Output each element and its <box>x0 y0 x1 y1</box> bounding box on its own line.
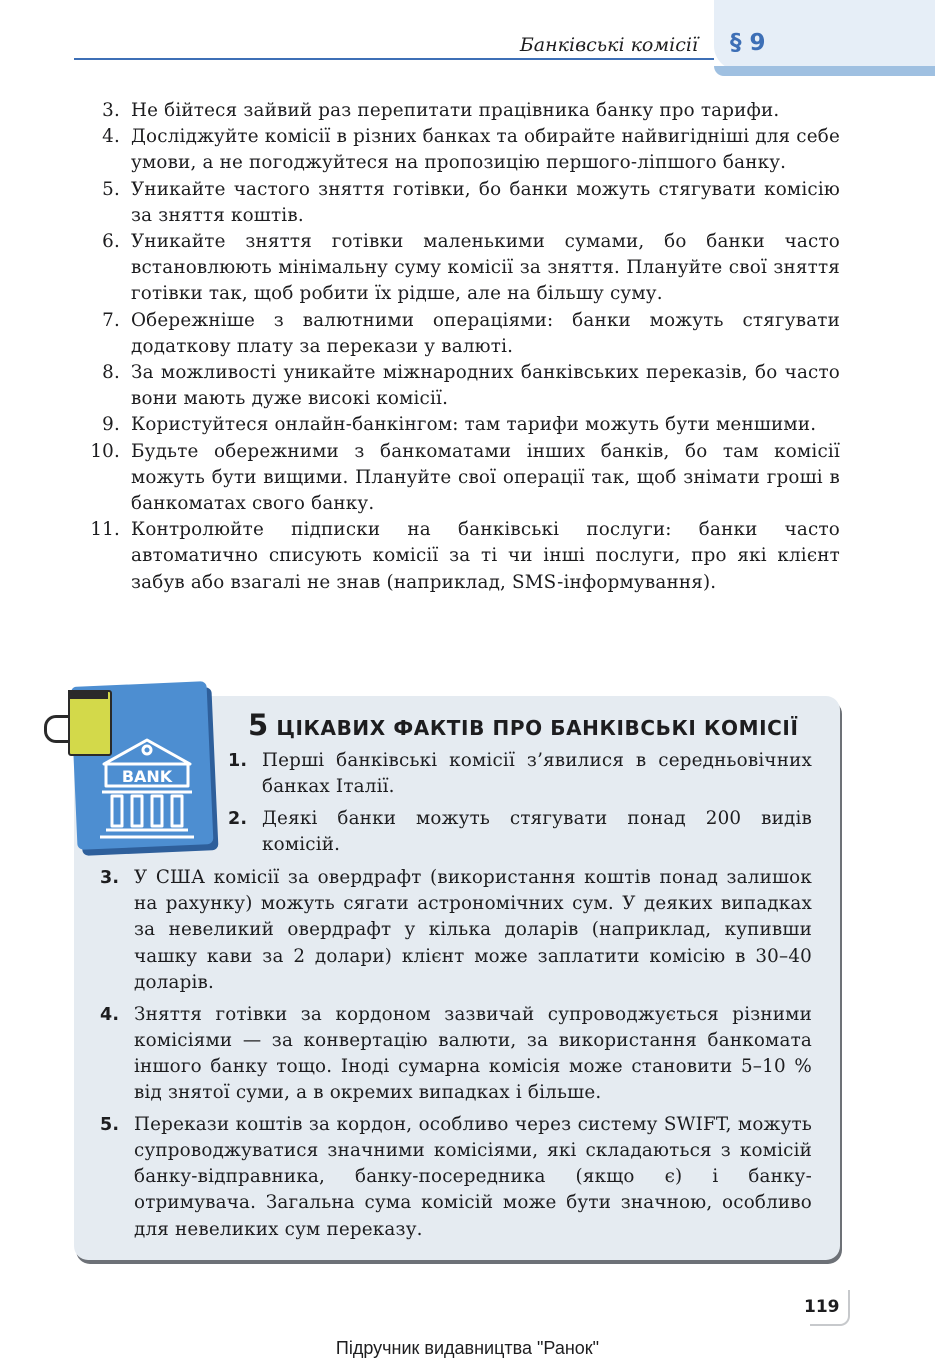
list-item-number: 11. <box>90 519 120 541</box>
fact-number: 4. <box>100 1004 120 1025</box>
fact-item <box>228 748 812 800</box>
fact-number: 5. <box>100 1114 120 1135</box>
list-item-number: 6. <box>102 231 120 253</box>
list-item <box>84 308 840 360</box>
publisher-line: Підручник видавництва "Ранок" <box>335 1338 600 1358</box>
list-item-text: Будьте обережними з банкоматами інших банків, бо там комісії можуть бути вищими. Плануйте свої операції так, щоб знімати гроші в банкоматах свого банку. <box>131 440 840 515</box>
header-rule <box>74 58 714 60</box>
page-number: 119 <box>804 1297 840 1317</box>
list-item-text: Уникайте частого зняття готівки, бо банки можуть стягувати комісію за зняття коштів. <box>131 178 840 226</box>
fact-number: 2. <box>228 808 248 829</box>
list-item-text: Досліджуйте комісії в різних банках та обирайте найвигідніші для себе умови, а не погоджуйтеся на пропозицію першого-ліпшого банку. <box>131 126 840 174</box>
fact-text: Перші банківські комісії з’явилися в середньовічних банках Італії. <box>262 750 812 798</box>
fact-item <box>228 806 812 858</box>
facts-title-text: ЦІКАВИХ ФАКТІВ ПРО БАНКІВСЬКІ КОМІСІЇ <box>276 716 799 740</box>
fact-text: Деякі банки можуть стягувати понад 200 видів комісій. <box>262 807 812 856</box>
fact-item <box>100 865 812 996</box>
list-item <box>84 439 840 518</box>
list-item-number: 4. <box>102 126 120 148</box>
section-tab-stripe <box>714 66 935 76</box>
facts-title <box>248 708 798 742</box>
running-title: Банківські комісії <box>519 34 698 56</box>
bank-icon-label: BANK <box>121 767 173 786</box>
fact-item <box>100 1002 812 1107</box>
fact-text: Зняття готівки за кордоном зазвичай супроводжується різними комісіями — за конвертацію валюти, за використання банкомата іншого банку тощо. Іноді сумарна комісія може становити 5–10 % від знятої суми, а в окремих випадках і більше. <box>134 1003 812 1104</box>
list-item <box>84 360 840 412</box>
fact-number: 3. <box>100 868 120 888</box>
list-item-number: 10. <box>90 440 120 462</box>
facts-list-top <box>228 748 812 864</box>
facts-list-bottom <box>100 865 812 1248</box>
list-item-number: 8. <box>102 362 120 384</box>
list-item-text: Контролюйте підписки на банківські послуги: банки часто автоматично списують комісії за ті чи інші послуги, про які клієнт забув або взагалі не знав (наприклад, SMS-інформування). <box>131 519 840 593</box>
list-item <box>84 412 840 438</box>
section-number: § 9 <box>730 30 766 56</box>
list-item-text: Обережніше з валютними операціями: банки можуть стягувати додаткову плату за перекази у валюті. <box>131 309 840 357</box>
fact-item <box>100 1112 812 1243</box>
list-item <box>84 229 840 308</box>
list-item <box>84 177 840 229</box>
list-item-text: Не бійтеся зайвий раз перепитати працівника банку про тарифи. <box>131 100 780 121</box>
fact-text: Перекази коштів за кордон, особливо через систему SWIFT, можуть супроводжуватися значними комісіями, які складаються з комісій банку-відправника, банку-посередника (якщо є) і банку-отримувача. Загальна сума комісій може бути значною, особливо для невеликих сум переказу. <box>134 1113 812 1240</box>
facts-title-number: 5 <box>248 708 269 742</box>
list-item-number: 9. <box>102 414 120 436</box>
tips-list <box>84 98 840 596</box>
list-item-text: Уникайте зняття готівки маленькими сумами, бо банки часто встановлюють мінімальну суму комісії за зняття. Плануйте свої зняття готівки так, щоб робити їх рідше, але на більшу суму. <box>131 231 840 305</box>
fact-number: 1. <box>228 751 248 771</box>
list-item-text: Користуйтеся онлайн-банкінгом: там тарифи можуть бути меншими. <box>131 414 817 436</box>
paper-clip-band <box>68 690 108 699</box>
list-item <box>84 124 840 176</box>
list-item <box>84 517 840 596</box>
list-item-number: 3. <box>102 100 120 121</box>
list-item-number: 5. <box>102 178 120 200</box>
list-item-text: За можливості уникайте міжнародних банківських переказів, бо часто вони мають дуже високі комісії. <box>131 362 840 410</box>
list-item <box>84 98 840 124</box>
fact-text: У США комісії за овердрафт (використання коштів понад залишок на рахунку) можуть сягати астрономічних сум. У деяких випадках за невеликий овердрафт у кілька доларів (наприклад, купивши чашку кави за 2 долари) клієнт може заплатити комісію в 30–40 доларів. <box>134 867 812 993</box>
list-item-number: 7. <box>102 309 120 331</box>
bank-icon <box>98 736 196 840</box>
